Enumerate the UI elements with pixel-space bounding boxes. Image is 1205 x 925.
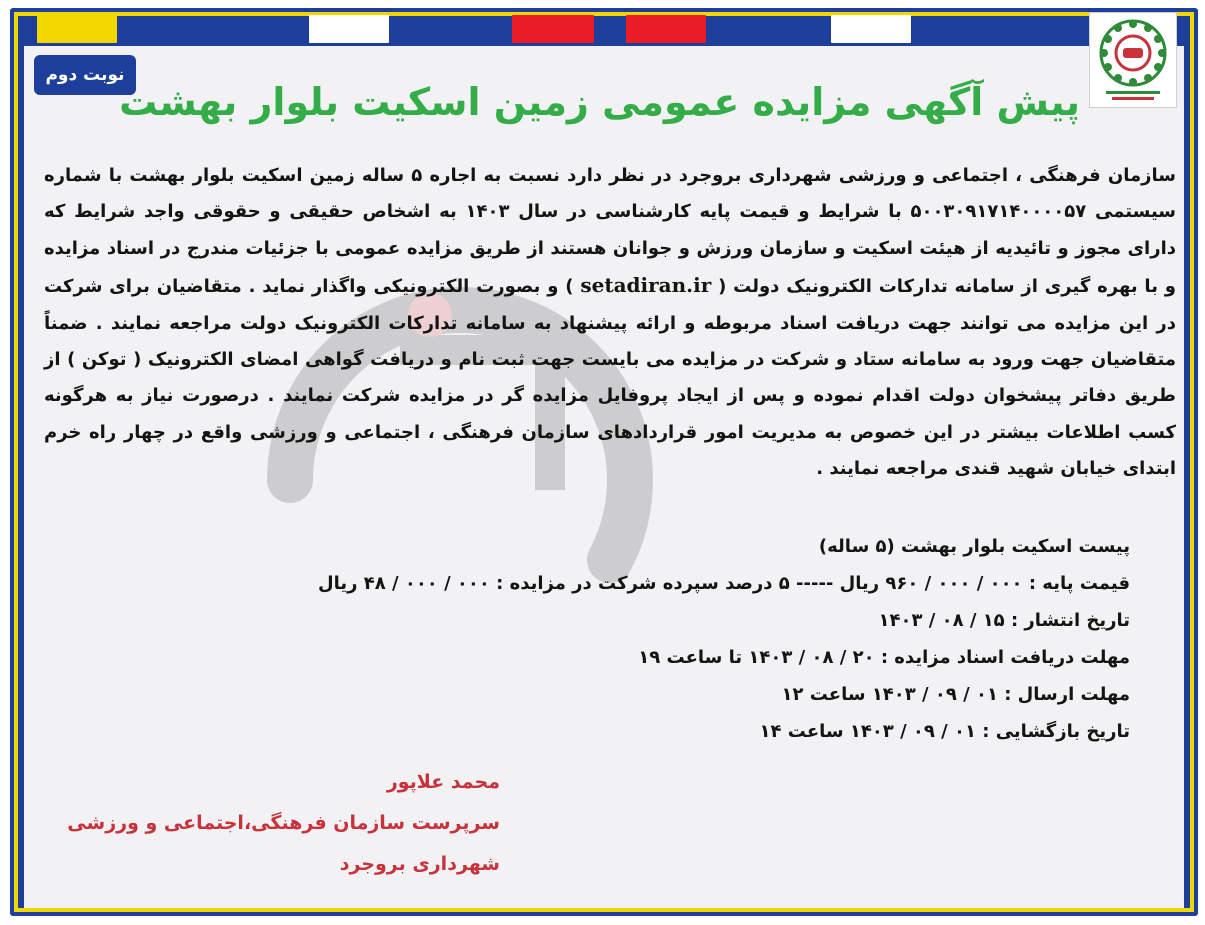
signature-block [40,762,500,885]
red-decor-block [626,15,706,43]
red-decor-block [512,15,594,43]
website-link[interactable]: setadiran.ir [580,273,712,298]
signer-organization: شهرداری بروجرد [339,853,500,875]
document-deadline: مهلت دریافت اسناد مزایده : ۲۰ / ۰۸ / ۱۴۰۳ تا ساعت ۱۹ [638,647,1130,668]
round-badge: نوبت دوم [34,55,136,95]
body-text-part1: سازمان فرهنگی ، اجتماعی و ورزشی شهرداری بروجرد در نظر دارد نسبت به اجاره ۵ ساله زمین اسکیت بلوار بهشت با شماره سیستمی ۵۰۰۳۰۹۱۷۱۴۰۰۰۰۵۷ با شرایط و قیمت پایه کارشناسی در سال ۱۴۰۳ به اشخاص حقیقی و حقوقی واجد شرایط که دارای مجوز و تائیدیه از هیئت اسکیت و سازمان ورزش و جوانان هستند از طریق مزایده عمومی با جزئیات مندرج در اسناد مزایده و با بهره گیری از سامانه تدارکات الکترونیک دولت ( [44,165,1176,298]
base-price: قیمت پایه : ۰۰۰ / ۰۰۰ / ۹۶۰ ریال ----- ۵ درصد سپرده شرکت در مزایده : ۰۰۰ / ۰۰۰ / ۴۸ ریال [317,573,1130,594]
auction-details [50,528,1130,750]
send-deadline: مهلت ارسال : ۰۱ / ۰۹ / ۱۴۰۳ ساعت ۱۲ [781,684,1130,705]
white-decor-block [309,15,389,43]
municipality-emblem-icon [1089,12,1177,108]
yellow-decor-block [37,15,117,43]
signer-name: محمد علاپور [386,771,500,793]
item-title: پیست اسکیت بلوار بهشت (۵ ساله) [818,536,1130,557]
body-paragraph [44,158,1176,488]
opening-date: تاریخ بازگشایی : ۰۱ / ۰۹ / ۱۴۰۳ ساعت ۱۴ [759,721,1130,742]
signer-role: سرپرست سازمان فرهنگی،اجتماعی و ورزشی [67,812,500,834]
white-decor-block [831,15,911,43]
publish-date: تاریخ انتشار : ۱۵ / ۰۸ / ۱۴۰۳ [878,610,1130,631]
page-title: پیش آگهی مزایده عمومی زمین اسکیت بلوار بهشت [119,80,1080,124]
body-text-part2: ) و بصورت الکترونیکی واگذار نماید . متقاضیان برای شرکت در این مزایده می توانند جهت دریافت اسناد مربوطه و ارائه پیشنهاد به سامانه تدارکات الکترونیک دولت مراجعه نمایند . ضمناً متقاضیان جهت ورود به سامانه ستاد و شرکت در مزایده می بایست جهت ثبت نام و دریافت گواهی امضای الکترونیک ( توکن ) از طریق دفاتر پیشخوان دولت اقدام نموده و پس از ایجاد پروفایل مزایده گر در مزایده شرکت نمایند . درصورت نیاز به هرگونه کسب اطلاعات بیشتر در این خصوص به مدیریت امور قراردادهای سازمان فرهنگی ، اجتماعی و ورزشی واقع در چهار راه خرم ابتدای خیابان شهید قندی مراجعه نمایند . [44,276,1176,480]
